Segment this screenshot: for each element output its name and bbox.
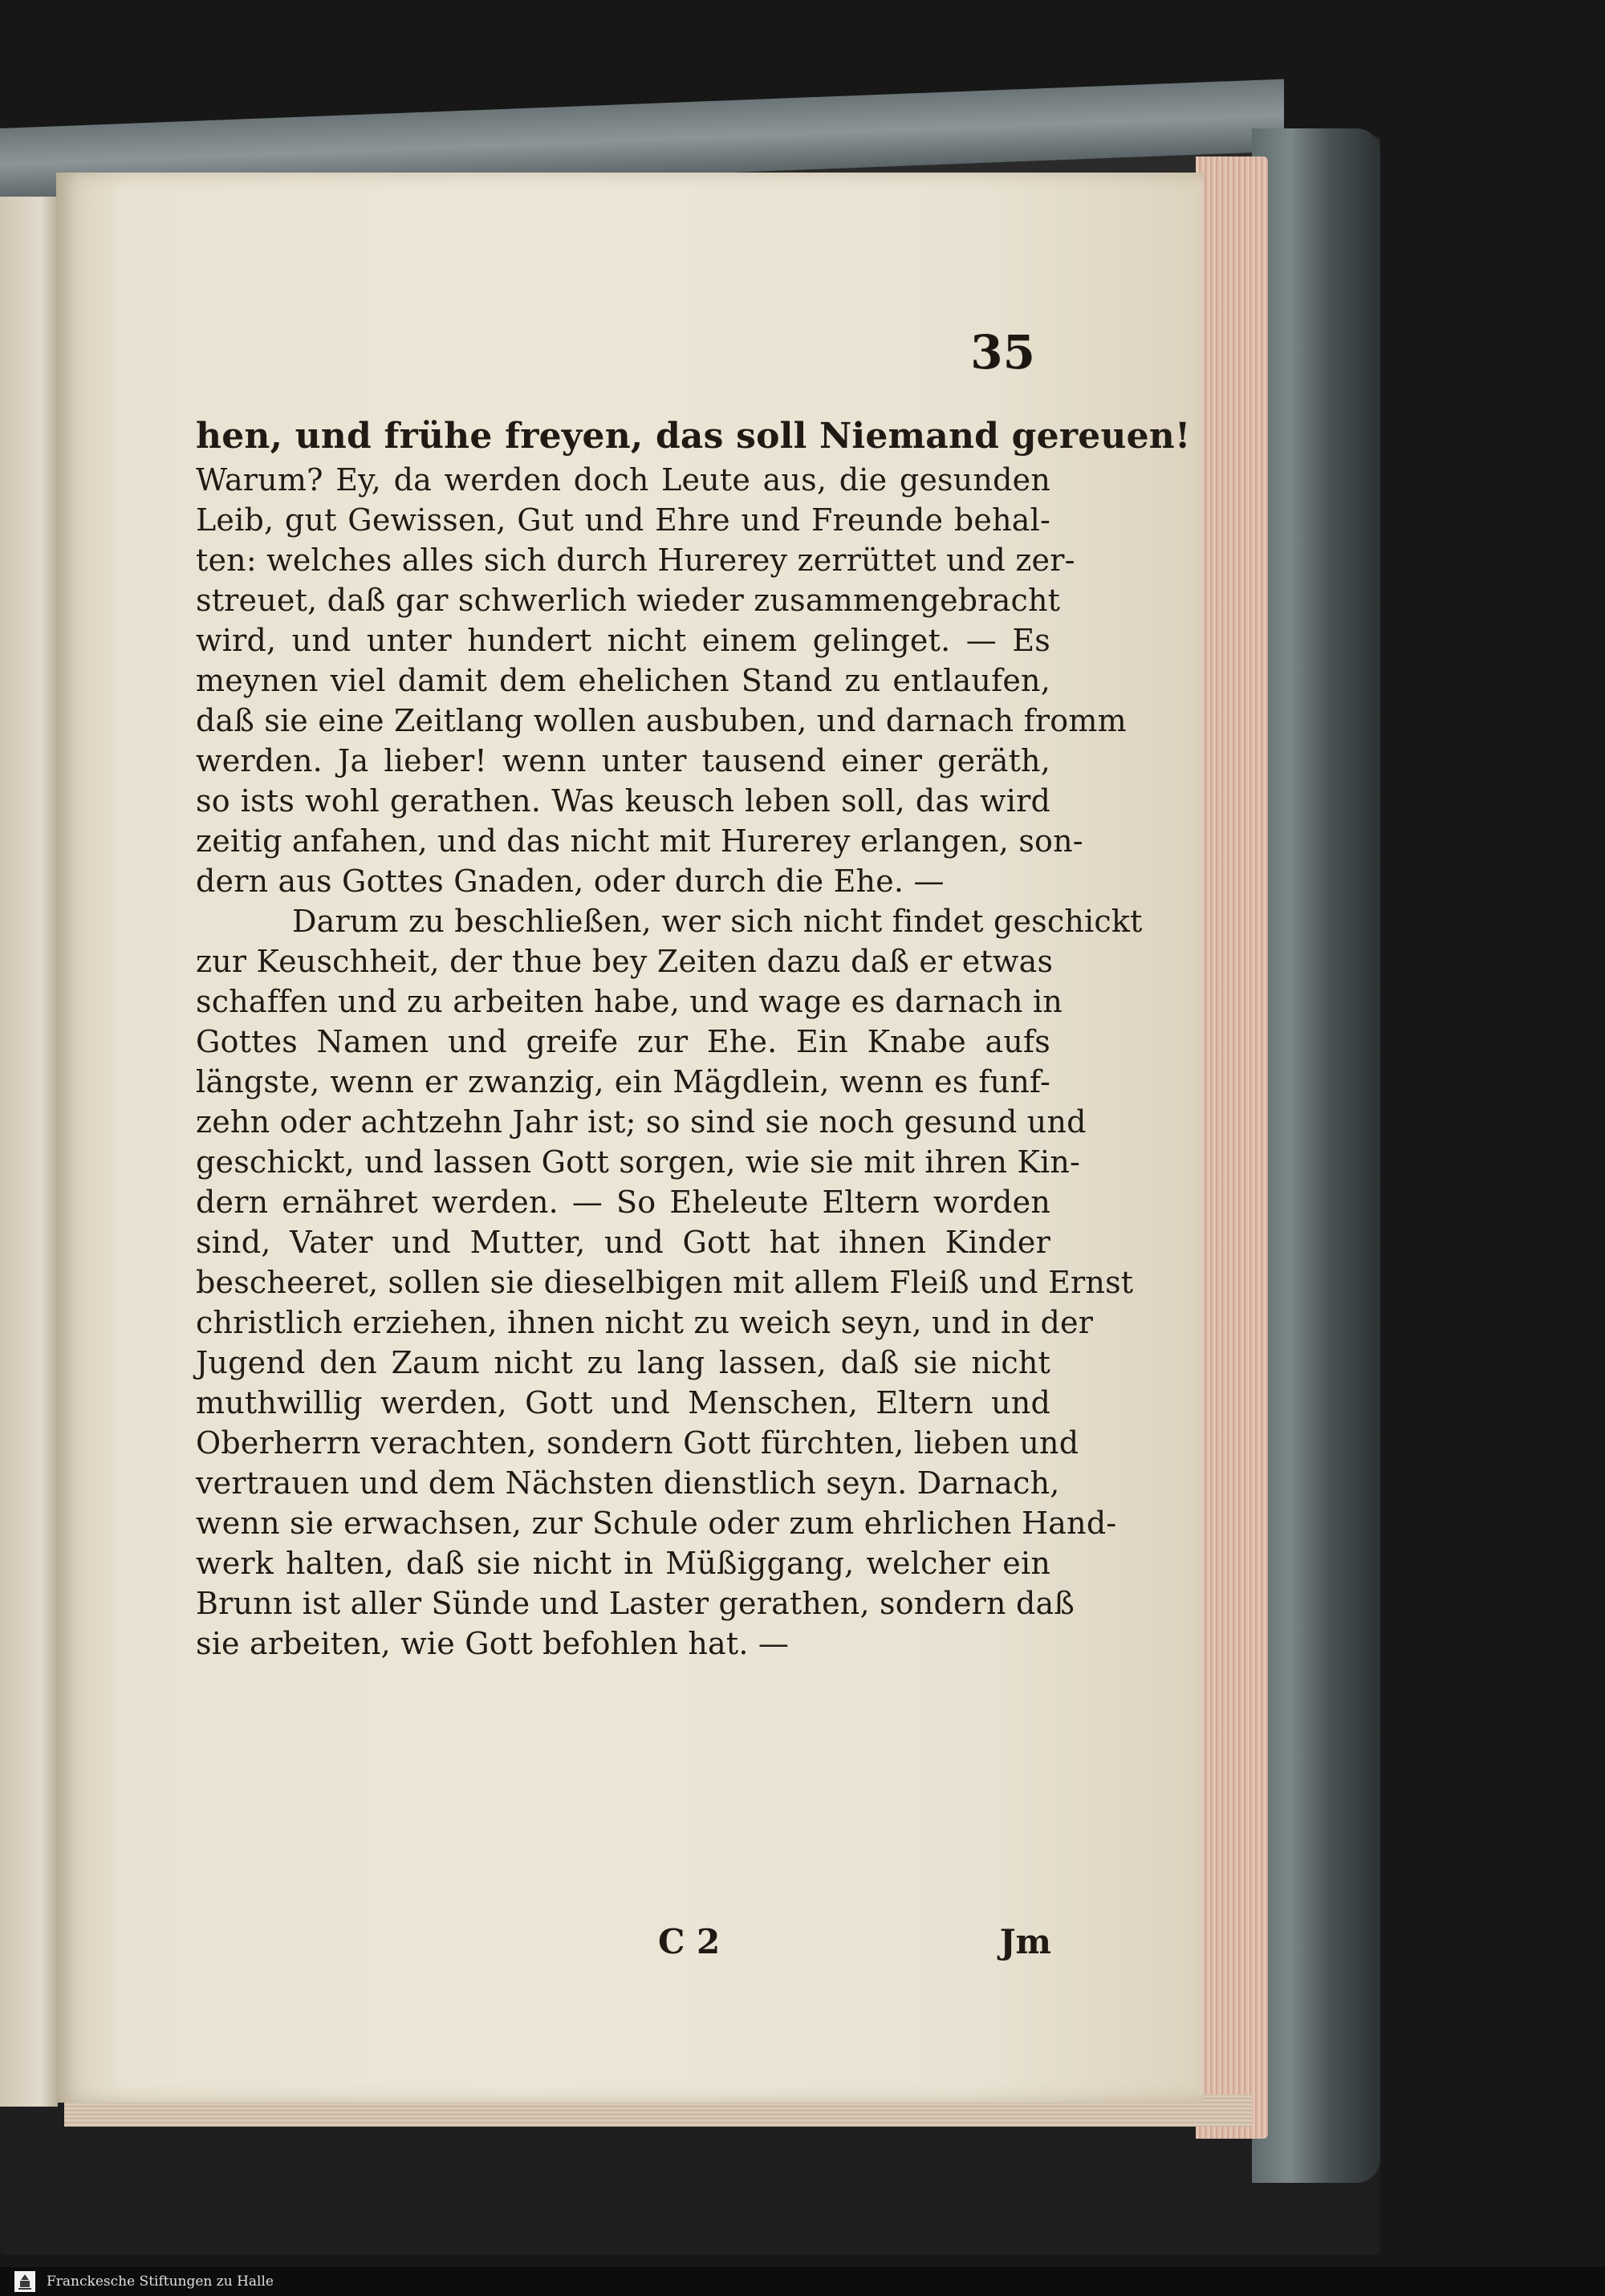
text-line: so ists wohl gerathen. Was keusch leben soll, das wird [196, 783, 1050, 819]
text-line: werden. Ja lieber! wenn unter tausend einer geräth, [196, 743, 1050, 778]
book-cover-right-edge [1252, 128, 1380, 2183]
text-line: Warum? Ey, da werden doch Leute aus, die gesunden [196, 462, 1050, 498]
text-line: zeitig anfahen, und das nicht mit Hurerey erlangen, son- [196, 823, 1083, 859]
text-line: Darum zu beschließen, wer sich nicht findet geschickt [292, 904, 1143, 939]
text-line: hen, und frühe freyen, das soll Niemand gereuen! [196, 416, 1191, 457]
signature-mark: C 2 [658, 1922, 721, 1961]
text-line: streuet, daß gar schwerlich wieder zusammengebracht [196, 583, 1061, 618]
text-line: Leib, gut Gewissen, Gut und Ehre und Freunde behal- [196, 502, 1050, 538]
text-line: daß sie eine Zeitlang wollen ausbuben, und darnach fromm [196, 703, 1127, 738]
page-fore-edge [1196, 156, 1268, 2139]
text-line: Oberherrn verachten, sondern Gott fürchten, lieben und [196, 1425, 1079, 1461]
text-line: dern aus Gottes Gnaden, oder durch die Ehe. — [196, 864, 945, 899]
text-line: wenn sie erwachsen, zur Schule oder zum ehrlichen Hand- [196, 1506, 1117, 1541]
body-text [196, 413, 1191, 1664]
text-line: sind, Vater und Mutter, und Gott hat ihnen Kinder [196, 1225, 1050, 1260]
catchword: Jm [999, 1922, 1051, 1961]
text-line: Brunn ist aller Sünde und Laster gerathen, sondern daß [196, 1586, 1075, 1621]
text-line: dern ernähret werden. — So Eheleute Eltern worden [196, 1185, 1050, 1220]
text-line: christlich erziehen, ihnen nicht zu weich seyn, und in der [196, 1305, 1094, 1340]
text-line: zehn oder achtzehn Jahr ist; so sind sie noch gesund und [196, 1104, 1087, 1140]
text-line: ten: welches alles sich durch Hurerey zerrüttet und zer- [196, 543, 1075, 578]
text-line: geschickt, und lassen Gott sorgen, wie sie mit ihren Kin- [196, 1144, 1081, 1180]
text-line: werk halten, daß sie nicht in Müßiggang, welcher ein [196, 1546, 1050, 1581]
text-line: meynen viel damit dem ehelichen Stand zu entlaufen, [196, 663, 1050, 698]
text-line: bescheeret, sollen sie dieselbigen mit allem Fleiß und Ernst [196, 1265, 1134, 1300]
page-footer [658, 1922, 1051, 1961]
text-line: schaffen und zu arbeiten habe, und wage es darnach in [196, 984, 1063, 1019]
left-page-sliver [0, 197, 58, 2107]
text-line: vertrauen und dem Nächsten dienstlich seyn. Darnach, [196, 1465, 1060, 1501]
text-line: sie arbeiten, wie Gott befohlen hat. — [196, 1626, 790, 1661]
text-line: Jugend den Zaum nicht zu lang lassen, daß sie nicht [196, 1345, 1050, 1380]
text-line: muthwillig werden, Gott und Menschen, Eltern und [196, 1385, 1050, 1420]
institution-logo-icon [14, 2271, 35, 2292]
text-line: Gottes Namen und greife zur Ehe. Ein Knabe aufs [196, 1024, 1050, 1059]
text-line: zur Keuschheit, der thue bey Zeiten dazu daß er etwas [196, 944, 1054, 979]
page-number: 35 [970, 325, 1035, 380]
text-line: längste, wenn er zwanzig, ein Mägdlein, wenn es funf- [196, 1064, 1050, 1099]
text-line: wird, und unter hundert nicht einem gelinget. — Es [196, 623, 1050, 658]
credit-text: Franckesche Stiftungen zu Halle [47, 2274, 274, 2290]
